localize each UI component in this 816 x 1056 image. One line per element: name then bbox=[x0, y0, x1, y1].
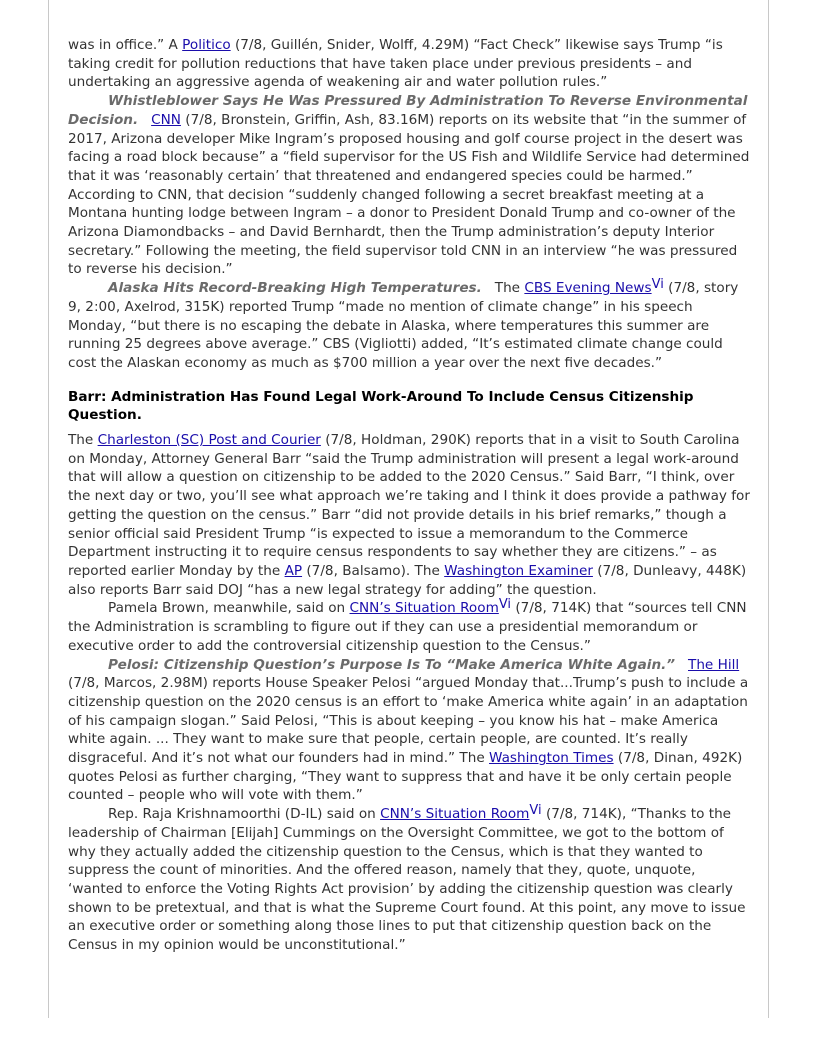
section-heading: Barr: Administration Has Found Legal Work-Around To Include Census Citizenship Question. bbox=[68, 388, 694, 424]
paragraph-politico: was in office.” A Politico (7/8, Guillén, Snider, Wolff, 4.29M) “Fact Check” likewise says Trump “is taking credit for pollution reductions that have taken place under previous presidents – and undertaking an aggressive agenda of weakening air and water pollution rules.” bbox=[68, 37, 723, 91]
link-the-hill[interactable]: The Hill bbox=[688, 656, 740, 673]
link-politico[interactable]: Politico bbox=[182, 37, 231, 53]
story-headline: Pelosi: Citizenship Question’s Purpose Is To “Make America White Again.” bbox=[108, 656, 676, 673]
link-cnn[interactable]: CNN bbox=[151, 111, 181, 128]
video-icon[interactable]: Vi bbox=[498, 597, 512, 613]
paragraph-pamela-brown: Pamela Brown, meanwhile, said on CNN’s Situation RoomVi (7/8, 714K) that “sources tell CNN the Administration is scrambling to figure out if they can use a presidential memorandum or executive order to add the controversial citizenship question to the Census.” bbox=[68, 597, 747, 654]
paragraph-krishnamoorthi: Rep. Raja Krishnamoorthi (D-IL) said on CNN’s Situation RoomVi (7/8, 714K), “Thanks to the leadership of Chairman [Elijah] Cummings on the Oversight Committee, we got to the bottom of why they actually added the citizenship question to the Census, which is that they wanted to suppress the count of minorities. And the offered reason, namely that they, quote, unquote, ‘wanted to enforce the Voting Rights Act provision’ by adding the citizenship question was clearly shown to be pretextual, and that is what the Supreme Court found. At this point, any move to issue an executive order or something along those lines to put that citizenship question back on the Census in my opinion would be unconstitutional.” bbox=[68, 803, 746, 954]
link-post-and-courier[interactable]: Charleston (SC) Post and Courier bbox=[97, 432, 321, 449]
link-cnn-situation-room[interactable]: CNN’s Situation Room bbox=[380, 806, 530, 823]
story-headline: Alaska Hits Record-Breaking High Temperatures. bbox=[108, 280, 482, 297]
right-margin-rule bbox=[768, 0, 769, 1018]
paragraph-whistleblower: Whistleblower Says He Was Pressured By Administration To Reverse Environmental Decision. CNN (7/8, Bronstein, Griffin, Ash, 83.16M) reports on its website that “in the summer of 2017, Arizona developer Mike Ingram’s proposed housing and golf course project in the desert was facing a road block because” a “field supervisor for the US Fish and Wildlife Service had determined that it was ‘reasonably certain’ that threatened and endangered species could be harmed.” According to CNN, that decision “suddenly changed following a secret breakfast meeting at a Montana hunting lodge between Ingram – a donor to President Donald Trump and co-owner of the Arizona Diamondbacks – and David Bernhardt, then the Trump administration’s deputy Interior secretary.” Following the meeting, the field supervisor told CNN in an interview “he was pressured to reverse his decision.” bbox=[68, 93, 750, 278]
link-cbs-evening-news[interactable]: CBS Evening News bbox=[524, 280, 652, 297]
link-washington-examiner[interactable]: Washington Examiner bbox=[444, 562, 593, 579]
video-icon[interactable]: Vi bbox=[529, 803, 542, 819]
paragraph-barr: The Charleston (SC) Post and Courier (7/8, Holdman, 290K) reports that in a visit to South Carolina on Monday, Attorney General Barr “said the Trump administration will present a legal work-around that will allow a question on citizenship to be added to the 2020 Census.” Said Barr, “I think, over the next day or two, you’ll see what approach we’re taking and I think it does provide a pathway for getting the question on the census.” Barr “did not provide details in his brief remarks,” though a senior official said President Trump “is expected to issue a memorandum to the Commerce Department instructing it to require census respondents to say whether they are citizens.” – as reported earlier Monday by the AP (7/8, Balsamo). The Washington Examiner (7/8, Dunleavy, 448K) also reports Barr said DOJ “has a new legal strategy for adding” the question. bbox=[68, 432, 750, 598]
link-ap[interactable]: AP bbox=[284, 562, 303, 579]
video-icon[interactable]: Vi bbox=[651, 277, 664, 293]
document-body bbox=[68, 36, 750, 955]
story-headline: Whistleblower Says He Was Pressured By Administration To Reverse Environmental Decision. bbox=[68, 93, 748, 128]
left-margin-rule bbox=[48, 0, 49, 1018]
paragraph-alaska: Alaska Hits Record-Breaking High Temperatures. The CBS Evening NewsVi (7/8, story 9, 2:00, Axelrod, 315K) reported Trump “made no mention of climate change” in his speech Monday, “but there is no escaping the debate in Alaska, where temperatures this summer are running 25 degrees above average.” CBS (Vigliotti) added, “It’s estimated climate change could cost the Alaskan economy as much as $700 million a year over the next five decades.” bbox=[68, 277, 739, 371]
link-washington-times[interactable]: Washington Times bbox=[489, 750, 614, 767]
link-cnn-situation-room[interactable]: CNN’s Situation Room bbox=[349, 600, 499, 617]
paragraph-pelosi: Pelosi: Citizenship Question’s Purpose Is To “Make America White Again.” The Hill (7/8, Marcos, 2.98M) reports House Speaker Pelosi “argued Monday that...Trump’s push to include a citizenship question on the 2020 census is an effort to ‘make America white again’ in an adaptation of his campaign slogan.” Said Pelosi, “This is about keeping – you know his hat – make America white again. ... They want to make sure that people, certain people, are counted. It’s really disgraceful. And it’s not what our founders had in mind.” The Washington Times (7/8, Dinan, 492K) quotes Pelosi as further charging, “They want to suppress that and have it be only certain people counted – people who will vote with them.” bbox=[68, 656, 749, 804]
